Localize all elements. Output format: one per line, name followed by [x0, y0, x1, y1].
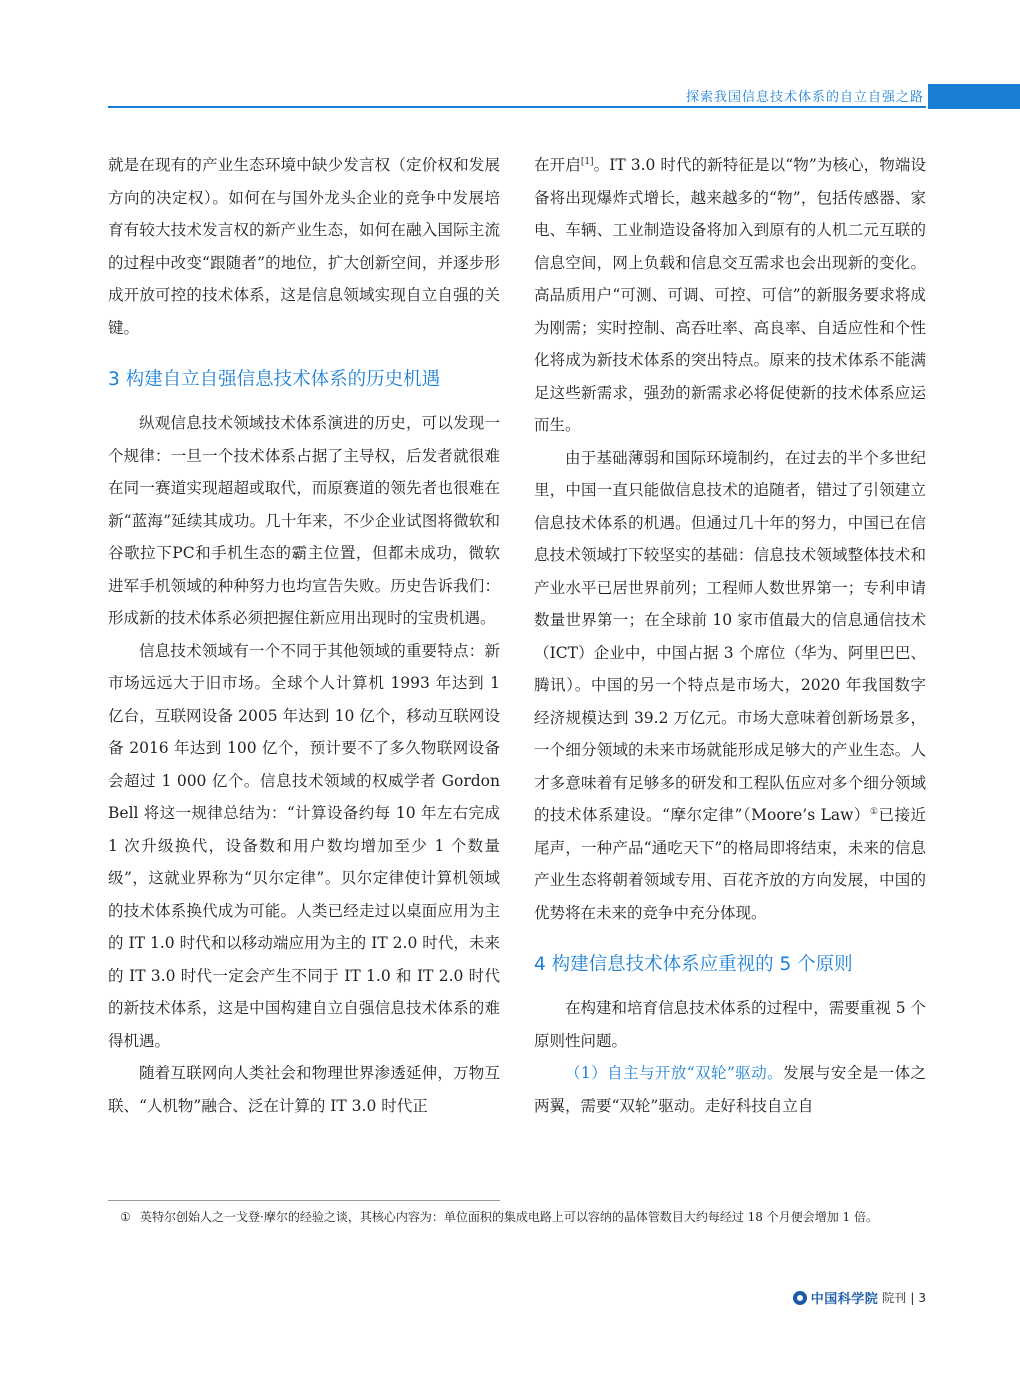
paragraph: 纵观信息技术领域技术体系演进的历史，可以发现一个规律：一旦一个技术体系占据了主导权，后发者就很难在同一赛道实现超超或取代，而原赛道的领先者也很难在新“蓝海”延续其成功。几十年来，不少企业试图将微软和谷歌拉下PC和手机生态的霸主位置，但都未成功，微软进军手机领域的种种努力也均宣告失败。历史告诉我们：形成新的技术体系必须把握住新应用出现时的宝贵机遇。	[108, 414, 500, 627]
section-heading-3: 3 构建自立自强信息技术体系的历史机遇	[108, 369, 441, 390]
running-header-title: 探索我国信息技术体系的自立自强之路	[685, 90, 924, 105]
journal-name: 院刊	[882, 1291, 907, 1305]
paragraph: 在构建和培育信息技术体系的过程中，需要重视 5 个原则性问题。	[534, 999, 926, 1050]
page-separator: |	[910, 1290, 915, 1305]
page-number: 3	[918, 1290, 926, 1305]
paragraph	[534, 149, 926, 442]
cas-logo-icon	[793, 1291, 807, 1305]
footnote-rule	[108, 1200, 500, 1201]
citation-ref: [1]	[580, 156, 594, 167]
footnote-text: 英特尔创始人之一戈登·摩尔的经验之谈，其核心内容为：单位面积的集成电路上可以容纳的晶体管数目大约每经过 18 个月便会增加 1 倍。	[140, 1210, 878, 1224]
principle-heading: （1）自主与开放“双轮”驱动。	[565, 1064, 784, 1082]
paragraph-text: 已接近尾声，一种产品“通吃天下”的格局即将结束，未来的信息产业生态将朝着领域专用、百花齐放的方向发展，中国的优势将在未来的竞争中充分体现。	[534, 806, 926, 922]
cas-logo-text: 中国科学院	[810, 1292, 879, 1307]
page-footer	[793, 1288, 926, 1307]
left-column	[108, 149, 500, 1122]
paragraph-text: 发展与安全是一体之两翼，需要“双轮”驱动。走好科技自立自	[534, 1064, 926, 1115]
paragraph	[534, 1057, 926, 1122]
header-accent-block	[928, 84, 1020, 109]
footnote-ref: ①	[869, 806, 879, 817]
footnote-mark: ①	[120, 1210, 131, 1224]
paragraph: 随着互联网向人类社会和物理世界渗透延伸，万物互联、“人机物”融合、泛在计算的 IT 3.0 时代正	[108, 1064, 500, 1115]
paragraph: 就是在现有的产业生态环境中缺少发言权（定价权和发展方向的决定权）。如何在与国外龙头企业的竞争中发展培育有较大技术发言权的新产业生态，如何在融入国际主流的过程中改变“跟随者”的地位，扩大创新空间，并逐步形成开放可控的技术体系，这是信息领域实现自立自强的关键。	[108, 156, 500, 337]
section-heading-4: 4 构建信息技术体系应重视的 5 个原则	[534, 954, 853, 975]
right-column	[534, 149, 926, 1122]
header-rule	[108, 106, 926, 108]
paragraph	[534, 442, 926, 930]
paragraph: 信息技术领域有一个不同于其他领域的重要特点：新市场远远大于旧市场。全球个人计算机 1993 年达到 1 亿台，互联网设备 2005 年达到 10 亿个，移动互联网设备 2016 年达到 100 亿个，预计要不了多久物联网设备会超过 1 000 亿个。信息技术领域的权威学者 Gordon Bell 将这一规律总结为：“计算设备约每 10 年左右完成 1 次升级换代，设备数和用户数均增加至少 1 个数量级”，这就业界称为“贝尔定律”。贝尔定律使计算机领域的技术体系换代成为可能。人类已经走过以桌面应用为主的 IT 1.0 时代和以移动端应用为主的 IT 2.0 时代，未来的 IT 3.0 时代一定会产生不同于 IT 1.0 和 IT 2.0 时代的新技术体系，这是中国构建自立自强信息技术体系的难得机遇。	[108, 641, 500, 1050]
paragraph-text: 在开启	[534, 156, 581, 174]
paragraph-text: 。IT 3.0 时代的新特征是以“物”为核心，物端设备将出现爆炸式增长，越来越多的“物”，包括传感器、家电、车辆、工业制造设备将加入到原有的人机二元互联的信息空间，网上负载和信息交互需求也会出现新的变化。高品质用户“可测、可调、可控、可信”的新服务要求将成为刚需；实时控制、高吞吐率、高良率、自适应性和个性化将成为新技术体系的突出特点。原来的技术体系不能满足这些新需求，强劲的新需求必将促使新的技术体系应运而生。	[534, 156, 926, 434]
paragraph-text: 由于基础薄弱和国际环境制约，在过去的半个多世纪里，中国一直只能做信息技术的追随者，错过了引领建立信息技术体系的机遇。但通过几十年的努力，中国已在信息技术领域打下较坚实的基础：信息技术领域整体技术和产业水平已居世界前列；工程师人数世界第一；专利申请数量世界第一；在全球前 10 家市值最大的信息通信技术（ICT）企业中，中国占据 3 个席位（华为、阿里巴巴、腾讯）。中国的另一个特点是市场大，2020 年我国数字经济规模达到 39.2 万亿元。市场大意味着创新场景多，一个细分领域的未来市场就能形成足够大的产业生态。人才多意味着有足够多的研发和工程队伍应对多个细分领域的技术体系建设。“摩尔定律”（Moore’s Law）	[534, 448, 926, 824]
footnote	[120, 1208, 928, 1227]
